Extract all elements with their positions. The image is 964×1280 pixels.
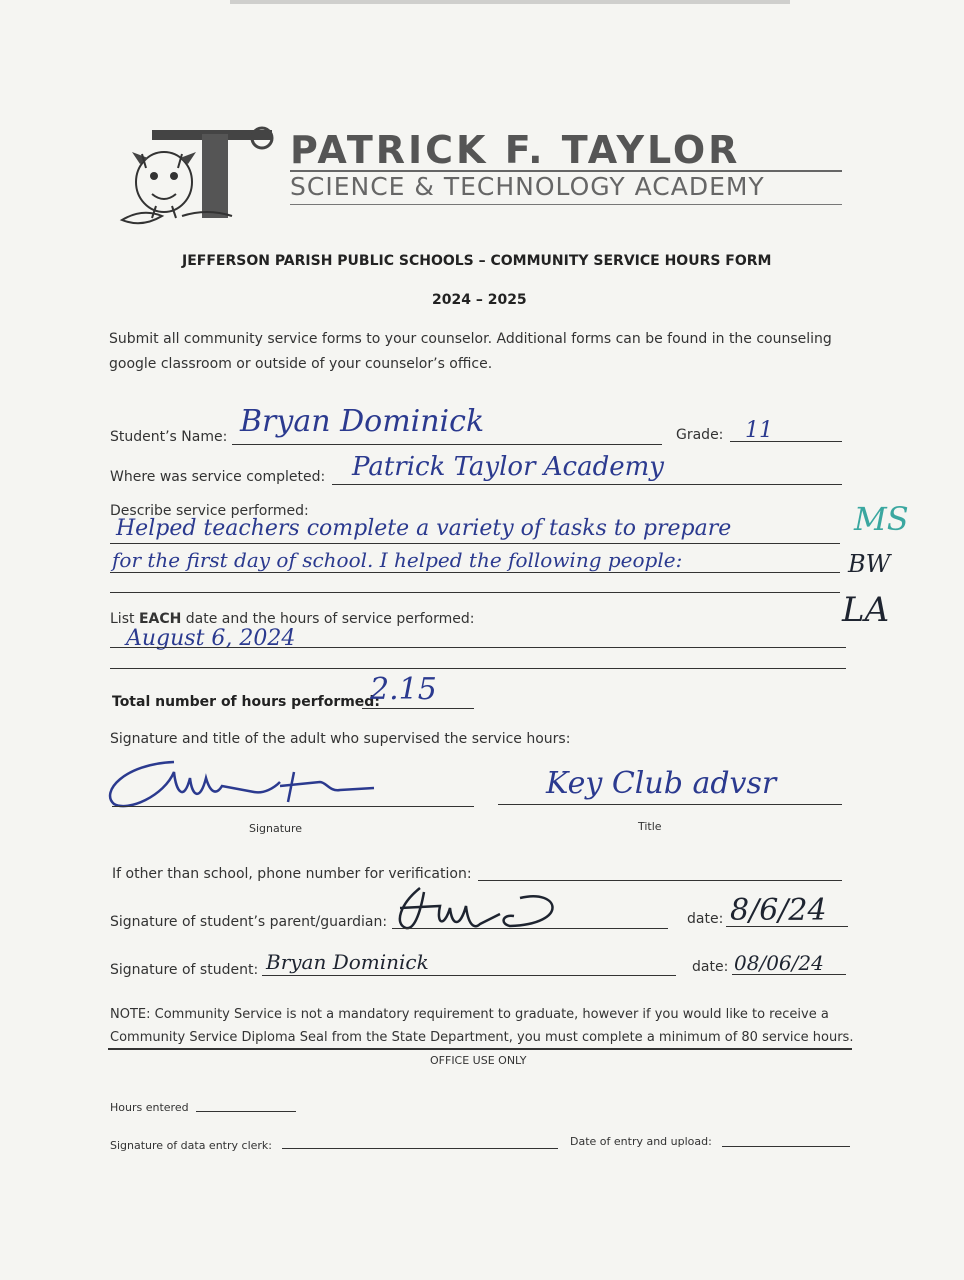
total-hours-label: Total number of hours performed: [112,694,380,710]
note-line-1: NOTE: Community Service is not a mandatory requirement to graduate, however if you would like to receive a [110,1007,829,1022]
phone-label: If other than school, phone number for verification: [112,866,472,882]
date-upload-label: Date of entry and upload: [570,1135,712,1148]
note-line-2: Community Service Diploma Seal from the State Department, you must complete a minimum of 80 service hours. [110,1030,854,1045]
date-upload-line[interactable] [722,1146,850,1147]
hours-entered-line[interactable] [196,1111,296,1112]
school-year: 2024 – 2025 [432,292,527,308]
describe-label: Describe service performed: [110,503,309,519]
margin-initial-2: BW [848,550,891,578]
describe-line-2[interactable]: for the first day of school. I helped the following people: [112,548,683,572]
title-caption: Title [638,820,662,833]
total-hours-value[interactable]: 2.15 [370,672,437,707]
student-signature-label: Signature of student: [110,962,259,978]
office-use-heading: OFFICE USE ONLY [430,1054,527,1067]
student-signature-line [262,975,676,976]
student-signature-value[interactable]: Bryan Dominick [266,950,429,974]
describe-rule-2 [110,572,840,573]
note-divider [108,1048,852,1050]
page-edge-shadow [230,0,790,4]
student-date-label: date: [692,959,729,975]
student-name-label: Student’s Name: [110,429,228,445]
where-label: Where was service completed: [110,469,326,485]
total-hours-line [362,708,474,709]
supervisor-title-value[interactable]: Key Club advsr [546,766,777,801]
parent-signature-label: Signature of student’s parent/guardian: [110,914,388,930]
form-title: JEFFERSON PARISH PUBLIC SCHOOLS – COMMUNITY SERVICE HOURS FORM [182,253,772,269]
parent-signature-line [392,928,668,929]
dates-rule-1 [110,647,846,648]
hours-entered-label: Hours entered [110,1101,189,1114]
student-name-line [232,444,662,445]
where-value[interactable]: Patrick Taylor Academy [352,452,664,482]
margin-initial-3: LA [842,590,890,630]
grade-label: Grade: [676,427,724,443]
parent-date-value[interactable]: 8/6/24 [730,893,827,928]
signature-caption: Signature [249,822,303,835]
supervisor-label: Signature and title of the adult who supervised the service hours: [110,731,571,747]
parent-date-label: date: [687,911,724,927]
describe-line-1[interactable]: Helped teachers complete a variety of tasks to prepare [116,516,732,541]
where-line [332,484,842,485]
clerk-signature-line[interactable] [282,1148,558,1149]
student-name-value[interactable]: Bryan Dominick [240,404,485,439]
phone-line[interactable] [478,880,842,881]
describe-rule-3 [110,592,840,593]
dates-label: List EACH date and the hours of service performed: [110,611,475,627]
clerk-signature-label: Signature of data entry clerk: [110,1139,272,1152]
signature-line [112,806,474,807]
logo-underline [290,204,842,205]
instructions-line-2: google classroom or outside of your counselor’s office. [109,356,493,372]
dates-value[interactable]: August 6, 2024 [126,626,296,651]
describe-rule-1 [110,543,840,544]
title-line [498,804,842,805]
school-name: PATRICK F. TAYLOR [290,128,741,172]
tiger-mascot-logo [112,124,292,236]
parent-signature[interactable] [390,884,580,934]
supervisor-signature[interactable] [104,752,394,814]
dates-rule-2 [110,668,846,669]
grade-value[interactable]: 11 [745,418,773,443]
student-date-value[interactable]: 08/06/24 [734,951,824,975]
instructions-line-1: Submit all community service forms to your counselor. Additional forms can be found in the counseling [109,331,832,347]
margin-initial-1: MS [854,500,909,538]
school-subtitle: SCIENCE & TECHNOLOGY ACADEMY [290,172,765,201]
